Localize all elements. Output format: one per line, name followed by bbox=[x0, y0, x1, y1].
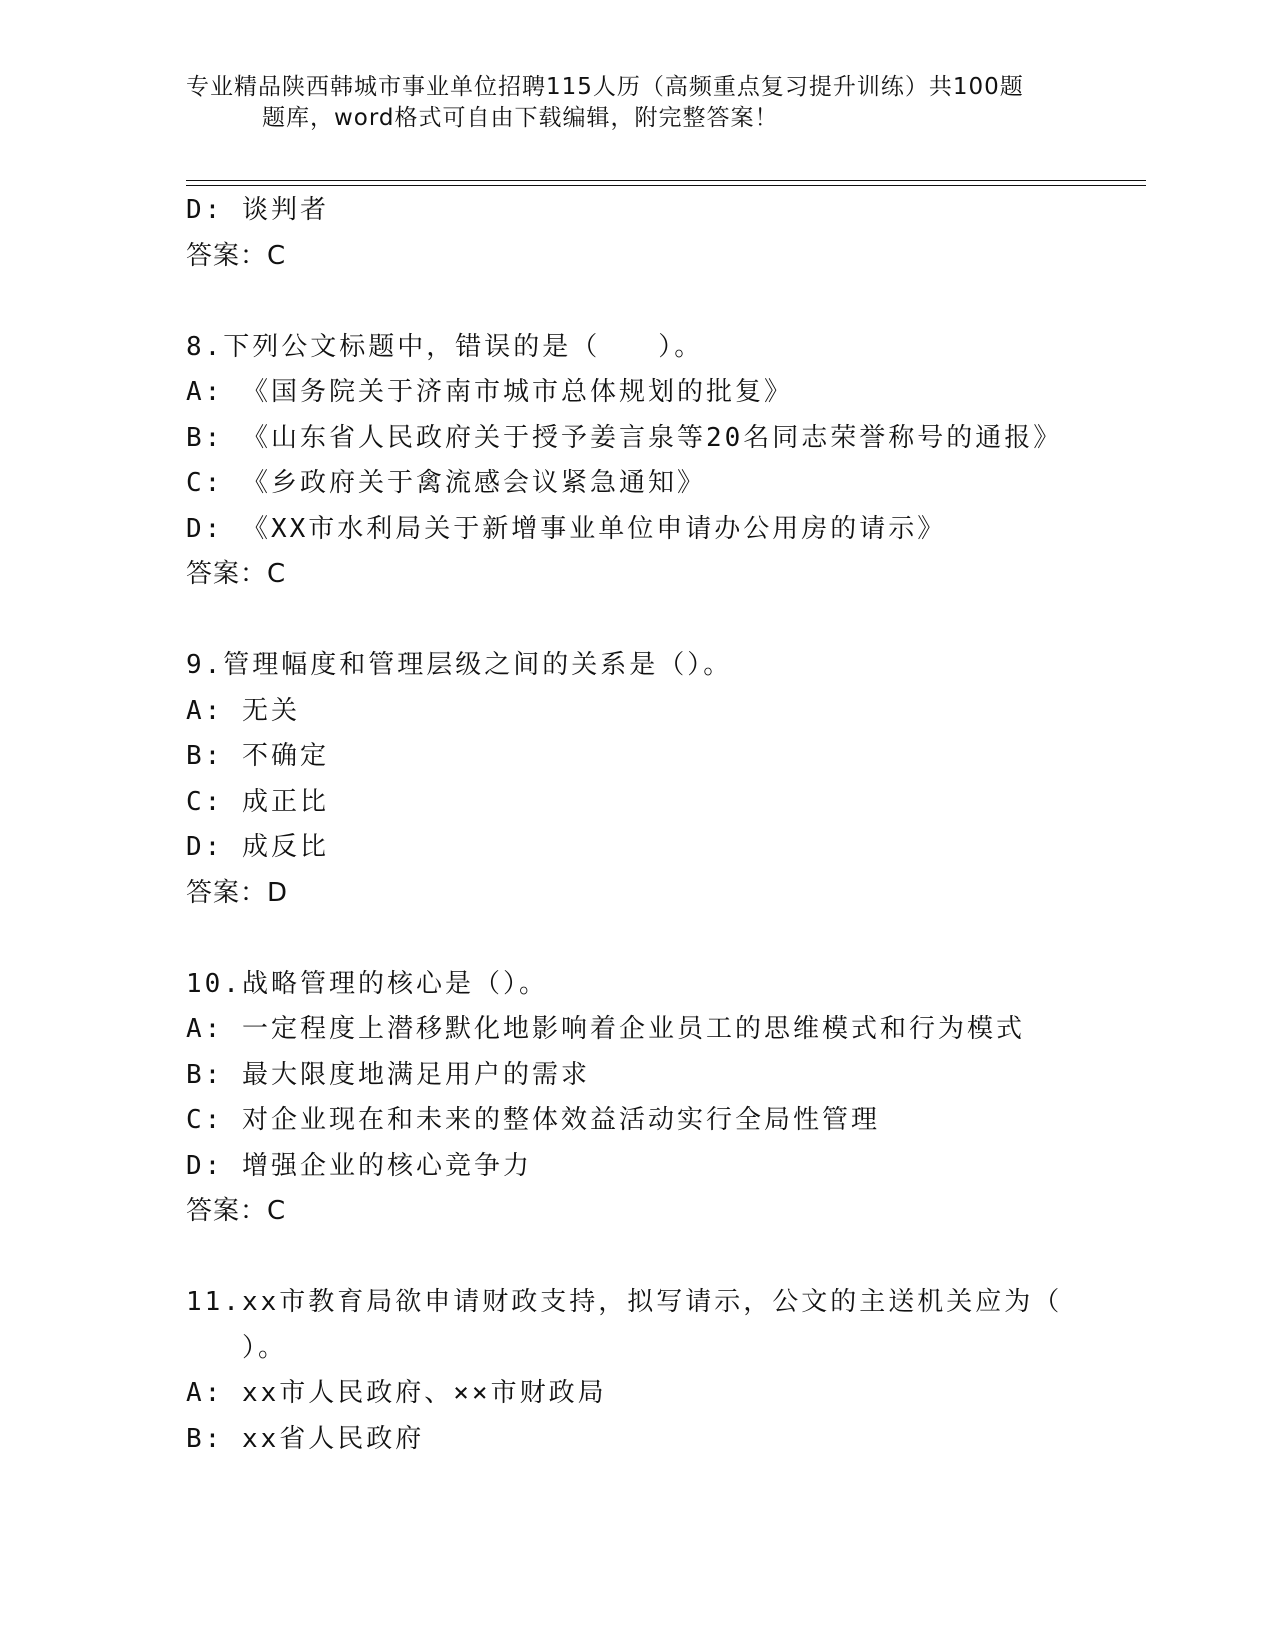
q8-question: 8.下列公文标题中，错误的是（ ）。 bbox=[186, 331, 704, 362]
header-rule-thick bbox=[186, 180, 1146, 181]
q10-option-b: B: 最大限度地满足用户的需求 bbox=[186, 1059, 590, 1090]
header-rule-thin bbox=[186, 185, 1146, 186]
q8-option-a: A: 《国务院关于济南市城市总体规划的批复》 bbox=[186, 377, 793, 407]
q11-question-line1: 11.xx市教育局欲申请财政支持，拟写请示，公文的主送机关应为（ bbox=[186, 1287, 1063, 1317]
q11-option-b: B: xx省人民政府 bbox=[186, 1423, 425, 1454]
spacer bbox=[186, 916, 1146, 962]
prev-option-d: D: 谈判者 bbox=[186, 195, 329, 225]
q8-answer: 答案：C bbox=[186, 559, 287, 589]
spacer bbox=[186, 598, 1146, 644]
prev-answer: 答案：C bbox=[186, 240, 287, 271]
page-header bbox=[186, 72, 1066, 134]
spacer bbox=[186, 1235, 1146, 1281]
q9-option-c: C: 成正比 bbox=[186, 786, 329, 817]
spacer bbox=[186, 279, 1146, 325]
q10-option-a: A: 一定程度上潜移默化地影响着企业员工的思维模式和行为模式 bbox=[186, 1014, 1025, 1044]
q9-option-b: B: 不确定 bbox=[186, 741, 329, 771]
q11-question-line2: ）。 bbox=[242, 1332, 288, 1363]
q8-option-b: B: 《山东省人民政府关于授予姜言泉等20名同志荣誉称号的通报》 bbox=[186, 422, 1063, 453]
q9-question: 9.管理幅度和管理层级之间的关系是（）。 bbox=[186, 650, 733, 680]
q8-option-c: C: 《乡政府关于禽流感会议紧急通知》 bbox=[186, 468, 706, 498]
q9-option-d: D: 成反比 bbox=[186, 832, 329, 862]
q11-option-a: A: xx市人民政府、××市财政局 bbox=[186, 1378, 607, 1408]
q8-option-d: D: 《XX市水利局关于新增事业单位申请办公用房的请示》 bbox=[186, 513, 947, 544]
header-title-line2: 题库，word格式可自由下载编辑，附完整答案！ bbox=[262, 105, 779, 131]
header-title-line1: 专业精品陕西韩城市事业单位招聘115人历（高频重点复习提升训练）共100题 bbox=[186, 74, 1024, 100]
question-content bbox=[186, 188, 1146, 1462]
q10-question: 10.战略管理的核心是（）。 bbox=[186, 968, 548, 999]
q10-answer: 答案：C bbox=[186, 1196, 287, 1226]
q10-option-d: D: 增强企业的核心竞争力 bbox=[186, 1150, 532, 1181]
q9-answer: 答案：D bbox=[186, 877, 289, 908]
q10-option-c: C: 对企业现在和未来的整体效益活动实行全局性管理 bbox=[186, 1105, 880, 1135]
q9-option-a: A: 无关 bbox=[186, 695, 300, 726]
